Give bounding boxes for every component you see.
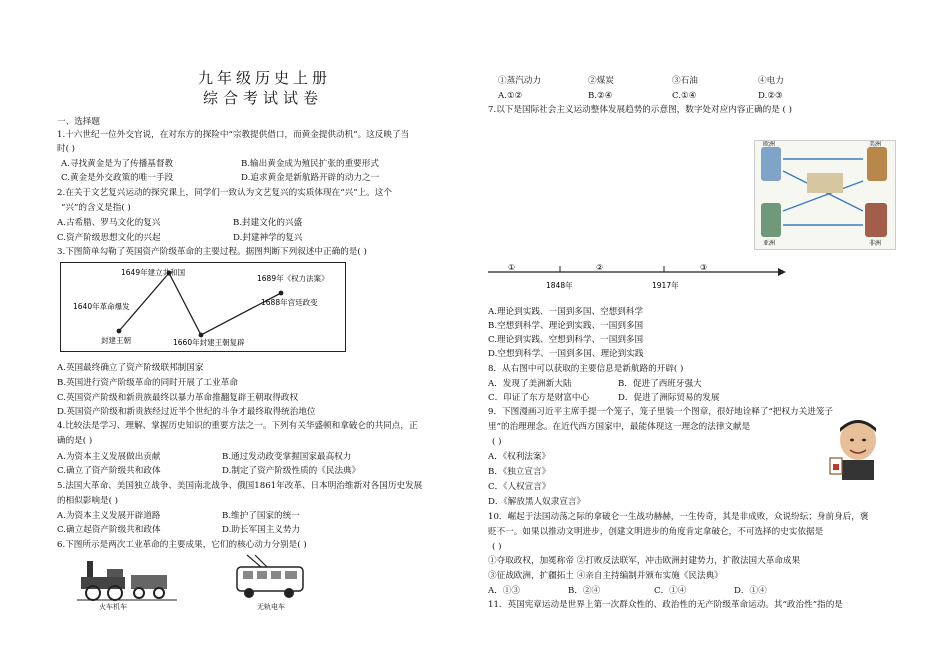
- cartoon-image: [828, 418, 884, 482]
- label-1649: 1649年建立共和国: [121, 268, 186, 277]
- trade-routes-diagram: [755, 141, 895, 249]
- q5-option-b: B.维护了国家的统一: [222, 511, 300, 521]
- label-1688: 1688年宫廷政变: [261, 298, 318, 307]
- q2-option-c: C.资产阶级思想文化的兴起: [57, 233, 161, 243]
- q5-stem-cont: 的相似影响是( ): [57, 496, 118, 506]
- trolleybus-icon: [227, 553, 327, 603]
- q5-stem: 5.法国大革命、美国独立战争、美国南北战争、俄国1861年改革、日本明治维新对各国历史发展: [57, 481, 423, 491]
- trolleybus-image: [227, 553, 327, 613]
- q6-option-b: B.②④: [588, 91, 613, 101]
- english-revolution-chart: [61, 263, 345, 351]
- q1-option-b: B.输出黄金成为殖民扩张的重要形式: [241, 159, 379, 169]
- q9-stem-cont: 里”的治理理念。在近代西方国家中，最能体现这一理念的法律文献是: [488, 422, 751, 432]
- q6-stem: 6.下图所示是两次工业革命的主要成果，它们的核心动力分别是( ): [57, 540, 307, 550]
- point-feudal: [117, 329, 122, 334]
- label-europe: 欧洲: [763, 141, 776, 148]
- q7-option-a: A.理论到实践、一国到多国、空想到科学: [488, 307, 644, 317]
- q9-option-c: C．《人权宣言》: [488, 482, 551, 492]
- timeline-1917: 1917年: [652, 281, 679, 290]
- q10-item-line2: ③征战欧洲，扩疆拓土 ④亲自主持编制并颁布实施《民法典》: [488, 571, 723, 581]
- q4-stem-cont: 确的是( ): [57, 436, 93, 446]
- q8-option-d: D．促进了洲际贸易的发展: [618, 393, 720, 403]
- q2-option-a: A.古希腊、罗马文化的复兴: [57, 218, 161, 228]
- timeline-arrow: [488, 262, 788, 296]
- q3-option-a: A.英国最终确立了资产阶级联邦制国家: [57, 363, 204, 373]
- locomotive-icon: [77, 553, 177, 603]
- q4-option-c: C.确立了资产阶级共和政体: [57, 466, 161, 476]
- q7-option-b: B.空想到科学、理论到实践、一国到多国: [488, 321, 644, 331]
- q8-stem: 8．从右图中可以获取的主要信息是新航路的开辟( ): [488, 364, 684, 374]
- q10-stem-paren: ( ): [492, 542, 502, 552]
- q7-option-d: D.空想到科学、一国到多国、理论到实践: [488, 349, 644, 359]
- q2-stem-cont: “兴”的含义是指( ): [61, 203, 131, 213]
- q6-item-1: ①蒸汽动力: [498, 76, 541, 86]
- figure-trade-routes: [754, 140, 896, 250]
- q3-option-b: B.英国进行资产阶级革命的同时开展了工业革命: [57, 378, 238, 388]
- q10-option-d: D．①④: [734, 586, 767, 596]
- exam-title-line2: 综合考试试卷: [203, 89, 324, 107]
- q4-option-b: B.通过发动政变掌握国家最高权力: [222, 452, 352, 462]
- section-heading: 一、选择题: [57, 117, 100, 127]
- q2-stem: 2.在关于文艺复兴运动的探究课上，同学们一致认为文艺复兴的实质体现在“兴”上。这个: [57, 188, 392, 198]
- q10-option-c: C．①④: [654, 586, 687, 596]
- q8-option-b: B．促进了西班牙强大: [618, 379, 702, 389]
- q10-option-a: A．①③: [488, 586, 520, 596]
- q9-option-d: D．《解放黑人奴隶宣言》: [488, 497, 586, 507]
- steam-locomotive-image: [77, 553, 177, 613]
- q3-option-d: D.英国资产阶级和新贵族经过近半个世纪的斗争才最终取得统治地位: [57, 407, 316, 417]
- timeline-label-3: ③: [700, 263, 708, 272]
- q3-stem: 3.下图简单勾勒了英国资产阶级革命的主要过程。据图判断下列叙述中正确的是( ): [57, 247, 367, 257]
- cartoon-figure: [828, 418, 884, 482]
- q9-stem: 9．下图漫画习近平主席手提一个笼子，笼子里装一个图章，很好地诠释了“把权力关进笼子: [488, 407, 834, 417]
- q6-option-d: D.②③: [758, 91, 783, 101]
- q1-option-a: A.寻找黄金是为了传播基督教: [61, 159, 174, 169]
- q5-option-a: A.为资本主义发展开辟道路: [57, 511, 161, 521]
- label-1640: 1640年革命爆发: [73, 302, 130, 311]
- q3-option-c: C.英国资产阶级和新贵族最终以暴力革命推翻复辟王朝取得政权: [57, 393, 299, 403]
- q10-stem-cont: 贬不一。如果以推动文明进步，创建文明进步的角度肯定拿破仑，不可选择的史实依据是: [488, 527, 824, 537]
- timeline-label-1: ①: [508, 263, 516, 272]
- q8-option-a: A．发现了美洲新大陆: [488, 379, 572, 389]
- q10-option-b: B．②④: [568, 586, 601, 596]
- trolleybus-caption: 无轨电车: [257, 603, 285, 611]
- q11-stem: 11．英国宪章运动是世界上第一次群众性的、政治性的无产阶级革命运动。其“政治性”指的是: [488, 600, 843, 610]
- q1-option-d: D.追求黄金是新航路开辟的动力之一: [241, 173, 380, 183]
- figure-english-revolution: [60, 262, 346, 352]
- q4-option-a: A.为资本主义发展做出贡献: [57, 452, 161, 462]
- q7-option-c: C.理论到实践、空想到科学、一国到多国: [488, 335, 644, 345]
- q4-option-d: D.制定了资产阶级性质的《民法典》: [222, 466, 361, 476]
- timeline-1848: 1848年: [546, 281, 573, 290]
- socialism-timeline: [488, 262, 788, 296]
- label-asia: 亚洲: [763, 240, 776, 247]
- q9-option-a: A．《权利法案》: [488, 452, 551, 462]
- q4-stem: 4.比较法是学习、理解、掌握历史知识的重要方法之一。下列有关华盛顿和拿破仑的共同点，正: [57, 421, 418, 431]
- q1-stem-cont: 时( ): [57, 144, 76, 154]
- point-1688: [279, 291, 284, 296]
- label-america: 美洲: [869, 141, 882, 148]
- locomotive-caption: 火车机车: [99, 603, 127, 611]
- label-africa: 非洲: [869, 240, 882, 247]
- q9-option-b: B．《独立宣言》: [488, 467, 551, 477]
- label-feudal: 封建王朝: [101, 336, 131, 345]
- q1-option-c: C.黄金是外交政策的唯一手段: [61, 173, 174, 183]
- q6-option-a: A.①②: [498, 91, 523, 101]
- q6-option-c: C.①④: [672, 91, 697, 101]
- q2-option-b: B.封建文化的兴盛: [233, 218, 303, 228]
- q6-item-2: ②煤炭: [588, 76, 614, 86]
- q7-stem: 7.以下是国际社会主义运动整体发展趋势的示意图，数字处对应内容正确的是 ( ): [488, 105, 792, 115]
- q8-option-c: C．印证了东方是财富中心: [488, 393, 590, 403]
- q5-option-c: C.确立起资产阶级共和政体: [57, 525, 161, 535]
- q10-stem: 10．崛起于法国动荡之际的拿破仑一生战功赫赫，一生传奇，其是非成败，众说纷纭；身前身后，褒: [488, 512, 869, 522]
- point-1660: [199, 333, 204, 338]
- q6-item-4: ④电力: [758, 76, 784, 86]
- q9-stem-paren: ( ): [492, 437, 502, 447]
- q6-item-3: ③石油: [672, 76, 698, 86]
- q2-option-d: D.封建神学的复兴: [233, 233, 303, 243]
- label-1689: 1689年《权力法案》: [257, 274, 329, 283]
- label-1660: 1660年封建王朝复辟: [173, 338, 245, 347]
- q1-stem: 1.十六世纪一位外交官说，在对东方的探险中“宗教提供借口，而黄金提供动机”。这反映了当: [57, 130, 410, 140]
- q10-item-line1: ①夺取政权，加冕称帝 ②打败反法联军，冲击欧洲封建势力，扩散法国大革命成果: [488, 556, 801, 566]
- exam-title-line1: 九年级历史上册: [198, 69, 332, 87]
- timeline-label-2: ②: [596, 263, 604, 272]
- q5-option-d: D.助长军国主义势力: [222, 525, 301, 535]
